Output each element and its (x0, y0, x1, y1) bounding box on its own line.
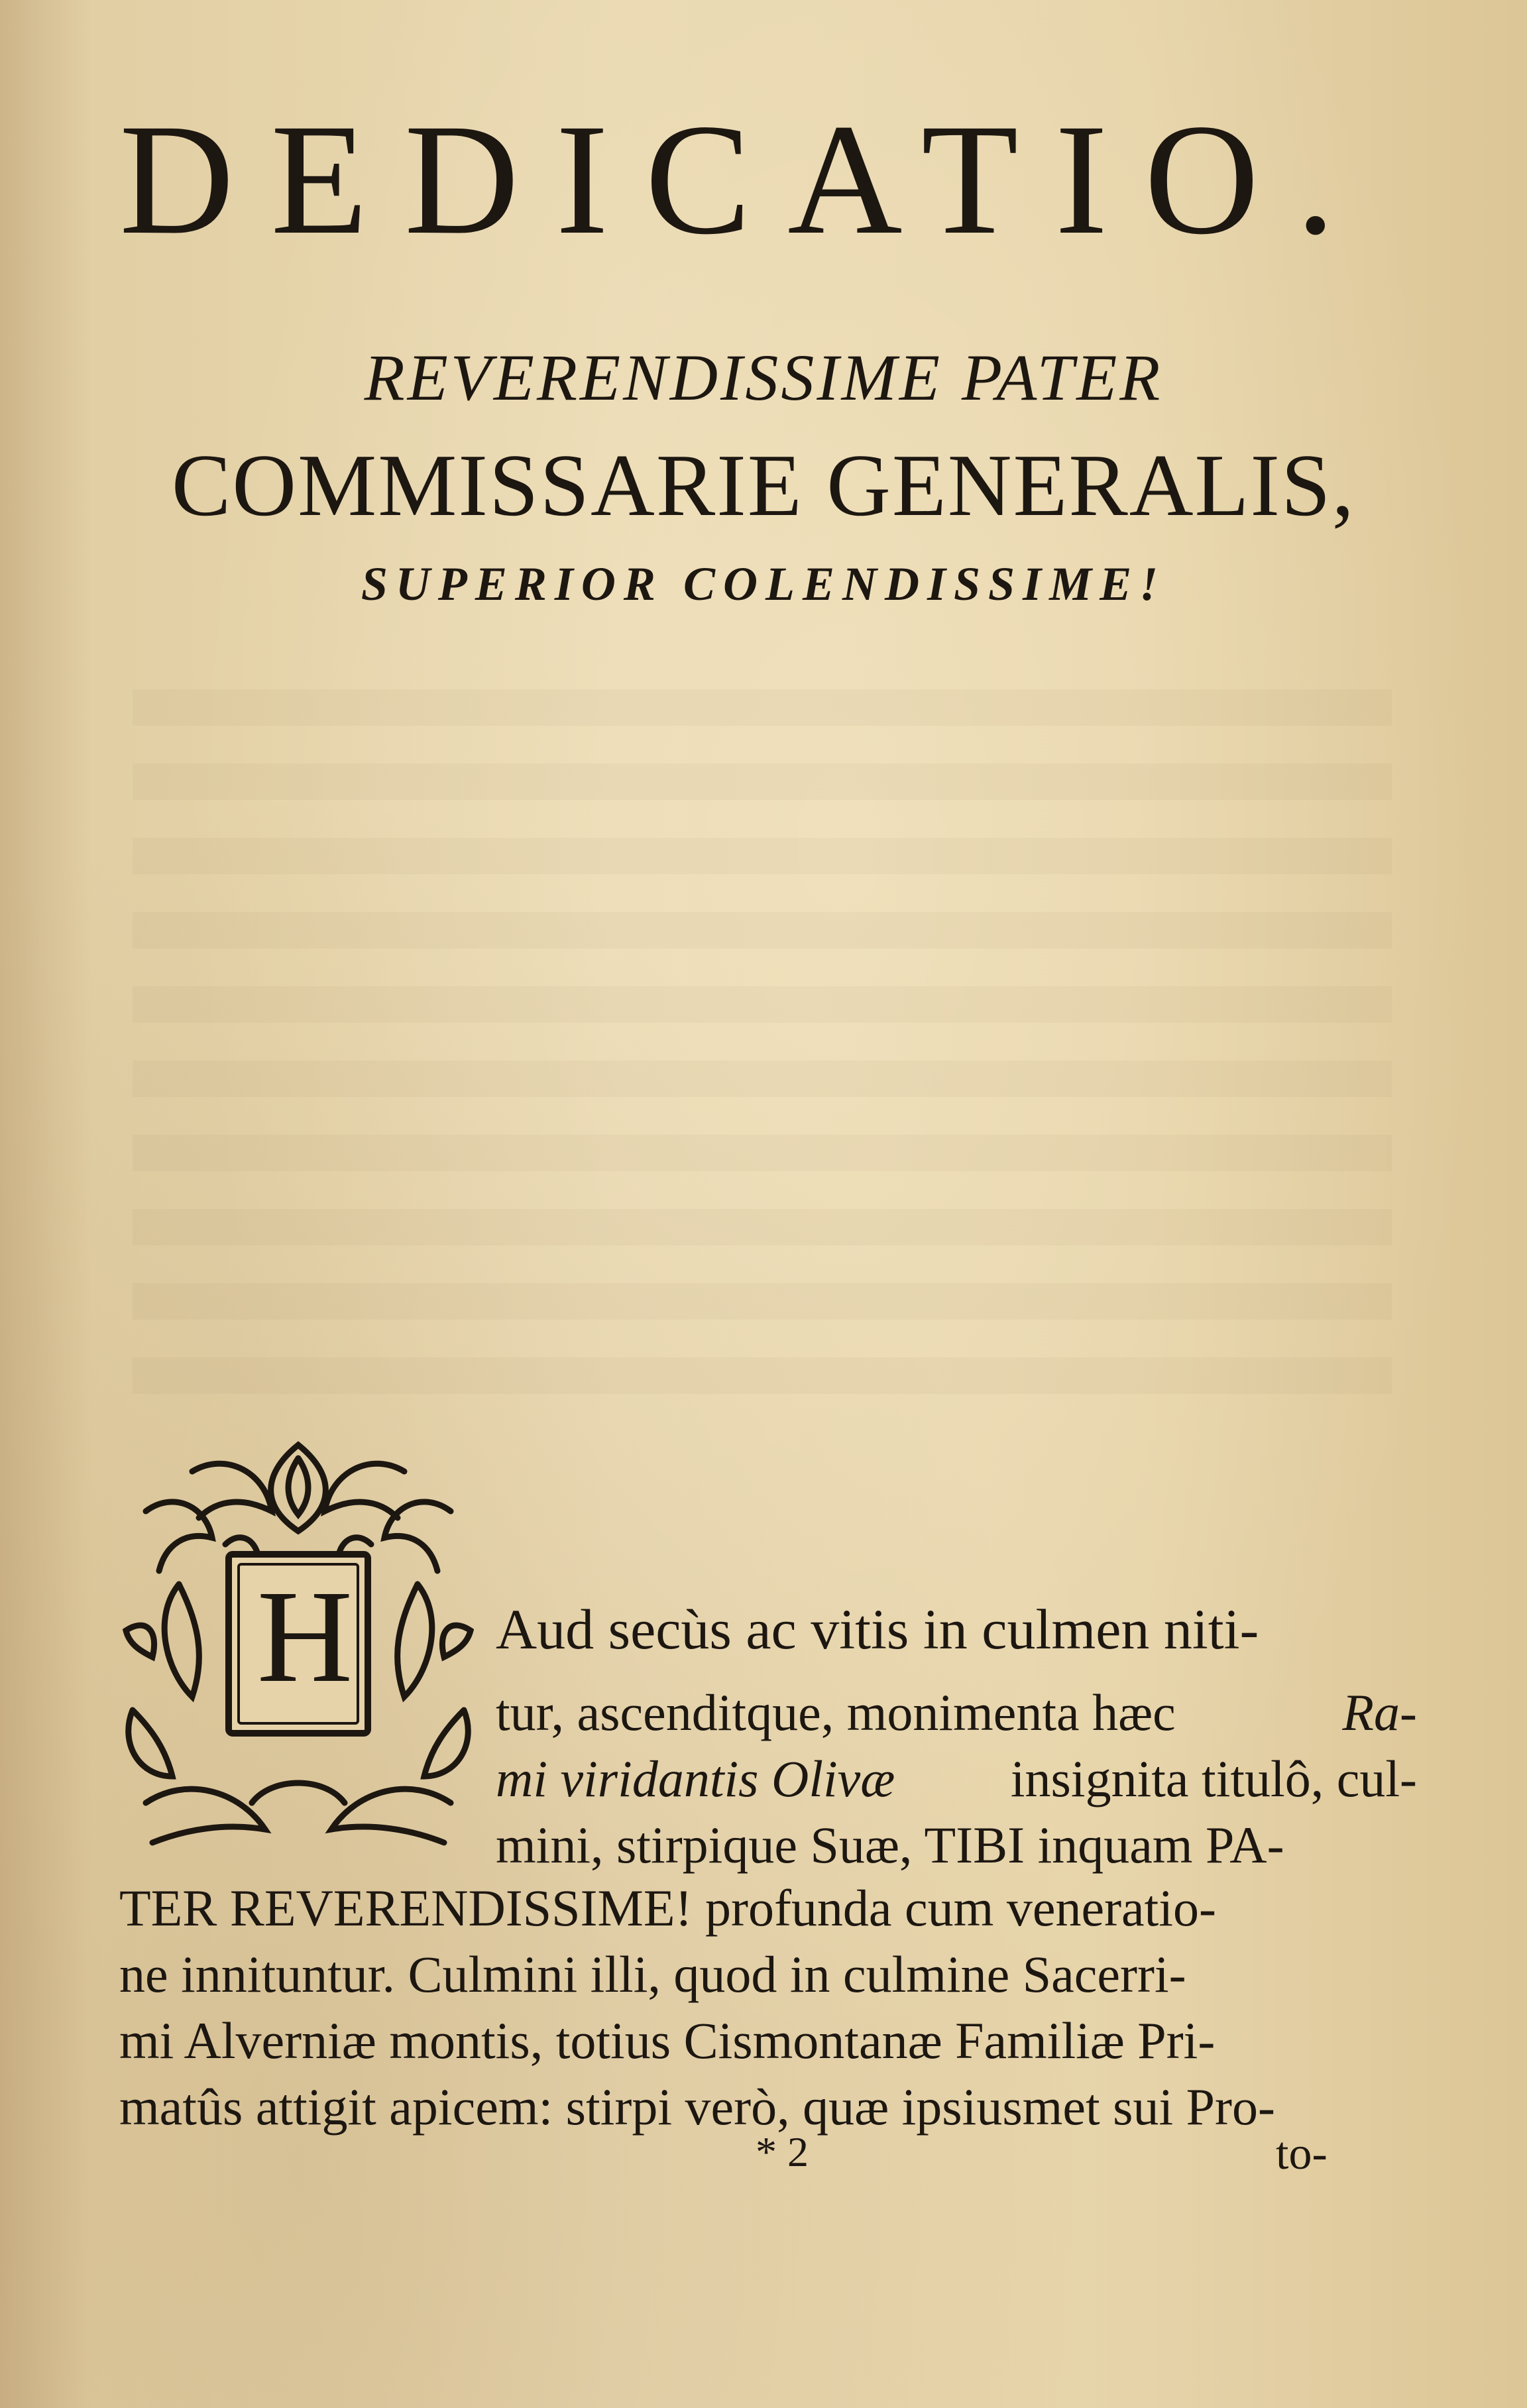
salutation-line-2: COMMISSARIE GENERALIS, (171, 436, 1356, 534)
body-line-2-italic: Ra- (1342, 1684, 1417, 1741)
salutation-line-3: SUPERIOR COLENDISSIME! (361, 557, 1166, 610)
body-line-5: TER REVERENDISSIME! profunda cum veneratio- (119, 1879, 1216, 1937)
decorated-initial (106, 1432, 490, 1856)
page-title: DEDICATIO. (119, 91, 1372, 267)
initial-letter: H (256, 1564, 353, 1710)
bleed-through-texture (133, 689, 1392, 1418)
body-line-6: ne innituntur. Culmini illi, quod in culmine Sacerri- (119, 1945, 1186, 2003)
body-line-8: matûs attigit apicem: stirpi verò, quæ ipsiusmet sui Pro- (119, 2078, 1275, 2136)
body-line-3 (496, 1750, 1417, 1807)
body-line-3-italic: mi viridantis Olivæ (496, 1750, 895, 1807)
catchword: to- (1276, 2128, 1328, 2179)
body-line-7: mi Alverniæ montis, totius Cismontanæ Familiæ Pri- (119, 2012, 1216, 2069)
body-line-2 (496, 1684, 1417, 1741)
body-line-4: mini, stirpique Suæ, TIBI inquam PA- (496, 1816, 1284, 1874)
signature-mark: * 2 (756, 2128, 809, 2175)
body-line-3-text: insignita titulô, cul- (1010, 1750, 1417, 1807)
body-line-2-text: tur, ascenditque, monimenta hæc (496, 1684, 1176, 1741)
body-line-1: Aud secùs ac vitis in culmen niti- (496, 1597, 1259, 1661)
salutation-line-1: REVERENDISSIME PATER (364, 341, 1163, 414)
